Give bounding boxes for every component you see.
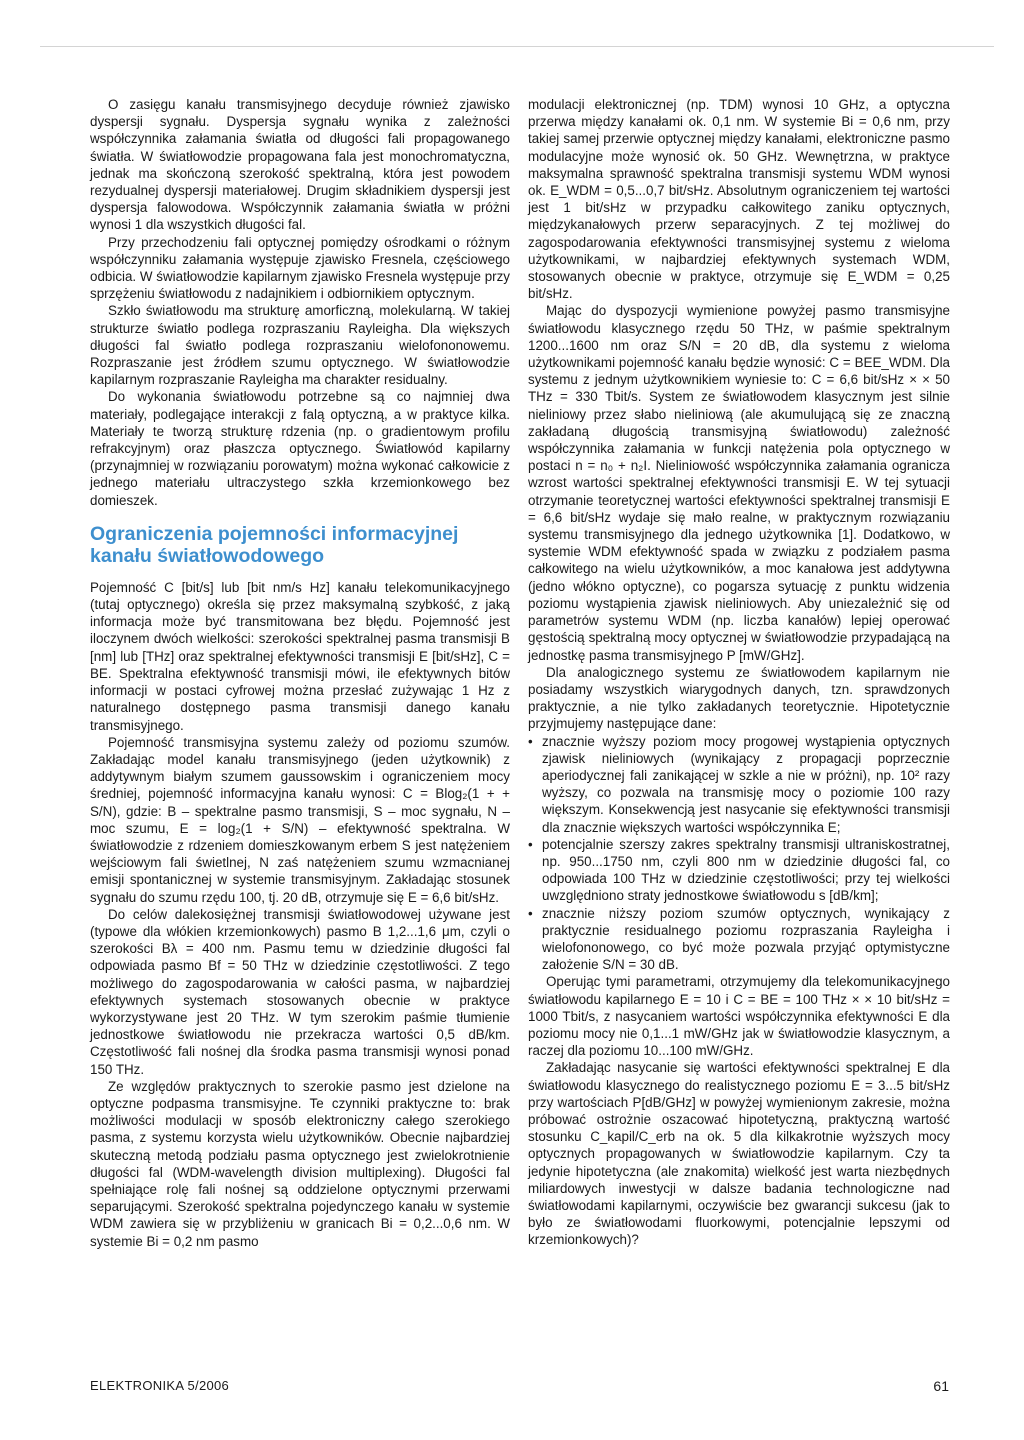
left-column (90, 96, 510, 1250)
top-rule (40, 46, 994, 47)
section-heading: Ograniczenia pojemności informacyjnej kanału światłowodowego (90, 522, 459, 567)
paragraph: Do celów dalekosiężnej transmisji światłowodowej używane jest (typowe dla włókien krzemionkowych) pasmo B 1,2...1,6 μm, czyli o szerokości Bλ = 400 nm. Pasmu temu w dziedzinie długości fal odpowiada pasmo Bf = 50 THz w dziedzinie częstotliwości. Z tego możliwego do zagospodarowania w całości pasma, w najbardziej efektywnych systemach stosowanych obecnie w praktyce wykorzystywane jest 20 THz. W tym szerokim paśmie tłumienie jednostkowe światłowodu nie przekracza wartości 0,5 dB/km. Częstotliwość fali nośnej dla środka pasma transmisji wynosi ponad 150 THz. (90, 906, 510, 1077)
right-column (528, 96, 950, 1249)
paragraph: Szkło światłowodu ma strukturę amorficzną, molekularną. W takiej strukturze światło podlega rozpraszaniu Rayleigha. Dla większych długości fal światło podlega rozpraszaniu wielofononowemu. Rozpraszanie jest źródłem szumu optycznego. W światłowodzie kapilarnym rozpraszanie Rayleigha ma charakter residualny. (90, 303, 510, 388)
paragraph: Przy przechodzeniu fali optycznej pomiędzy ośrodkami o różnym współczynniku załamania występuje zjawisko Fresnela, częściowego odbicia. W światłowodzie kapilarnym zjawisko Fresnela występuje przy sprzężeniu światłowodu z nadajnikiem i odbiornikiem optycznym. (90, 234, 510, 302)
page-number: 61 (933, 1378, 949, 1394)
paragraph: Dla analogicznego systemu ze światłowodem kapilarnym nie posiadamy wszystkich wiarygodnych danych, tzn. sprawdzonych praktycznie, a nie tylko zakładanych teoretycznie. Hipotetycznie przyjmujemy następujące dane: (528, 664, 950, 732)
paragraph: Operując tymi parametrami, otrzymujemy dla telekomunikacyjnego światłowodu kapilarnego E = 10 i C = BE = 100 THz × × 10 bit/sHz = 1000 Tbit/s, z nasycaniem wartości współczynnika efektywności E dla poziomu mocy nie 0,1...1 mW/GHz jak w światłowodzie klasycznym, a raczej dla poziomu 10...100 mW/GHz. (528, 974, 950, 1059)
paragraph: Ze względów praktycznych to szerokie pasmo jest dzielone na optyczne podpasma transmisyjne. Te czynniki praktyczne to: brak możliwości modulacji w sposób elektroniczny całego szerokiego pasma, z systemu korzysta wielu użytkowników. Obecnie najbardziej skuteczną metodą podziału pasma optycznego jest zwielokrotnienie długości fal (WDM-wavelength division multiplexing). Długości fal spełniające rolę fali nośnej są oddzielone optycznymi przerwami separującymi. Szerokość spektralna pojedynczego kanału w systemie WDM zawiera się w przybliżeniu w granicach Bi = 0,2...0,6 nm. W systemie Bi = 0,2 nm pasmo (90, 1078, 510, 1249)
paragraph: Pojemność transmisyjna systemu zależy od poziomu szumów. Zakładając model kanału transmisyjnego (jeden użytkownik) z addytywnym białym szumem gaussowskim i ograniczeniem mocy średniej, pojemność informacyjna kanału wynosi: C = Blog₂(1 + + S/N), gdzie: B – spektralne pasmo transmisji, S – moc sygnału, N – moc szumu, E = log₂(1 + S/N) – efektywność spektralna. W światłowodzie z rdzeniem domieszkowanym erbem S jest natężeniem wejściowym fali świetlnej, N zaś natężeniem szumu wzmacnianej emisji spontanicznej w systemie transmisyjnym. Zakładając stosunek sygnału do szumu rzędu 100, tj. 20 dB, otrzymuje się E = 6,6 bit/sHz. (90, 734, 510, 905)
paragraph: Do wykonania światłowodu potrzebne są co najmniej dwa materiały, podlegające interakcji z falą optyczną, a w praktyce kilka. Materiały te tworzą strukturę rdzenia (np. o gradientowym profilu refrakcyjnym) oraz płaszcza optycznego. Światłowód kapilarny (przynajmniej w rozwiązaniu porowatym) można wykonać całkowicie z jednego materiału ultraczystego szkła krzemionkowego bez domieszek. (90, 389, 510, 508)
paragraph: O zasięgu kanału transmisyjnego decyduje również zjawisko dyspersji sygnału. Dyspersja sygnału wynika z zależności współczynnika załamania światła od długości fali propagowanego światła. W światłowodzie propagowana fala jest monochromatyczna, jednak ma skończoną szerokość spektralną, która jest powodem rezydualnej dyspersji materiałowej. Drugim składnikiem dyspersji jest dyspersja falowodowa. Współczynnik załamania światła w próżni wynosi 1 dla wszystkich długości fal. (90, 97, 510, 233)
bullet-item: • znacznie wyższy poziom mocy progowej wystąpienia optycznych zjawisk nieliniowych (wynikający z propagacji poprzecznie aperiodycznej fali zanikającej w szkle a nie w próżni), np. 10² razy wyższy, co pozwala na transmisję mocy o poziomie 100 razy większym. Konsekwencją jest nasycanie się efektywności transmisji dla znacznie większych wartości współczynnika E; (528, 733, 950, 836)
paragraph: Pojemność C [bit/s] lub [bit nm/s Hz] kanału telekomunikacyjnego (tutaj optycznego) określa się przez maksymalną szybkość, z jaką informacja może być transmitowana bez błędu. Pojemność jest iloczynem dwóch wielkości: szerokości spektralnej pasma transmisji B [nm] lub [THz] oraz spektralnej efektywności transmisji E [bit/sHz], C = BE. Spektralna efektywność transmisji mówi, ile efektywnych bitów informacji w postaci cyfrowej można przesłać zużywając 1 Hz z naturalnego dostępnego pasma transmisji danego kanału transmisyjnego. (90, 579, 510, 733)
paragraph: Zakładając nasycanie się wartości efektywności spektralnej E dla światłowodu klasycznego do realistycznego poziomu E = 3...5 bit/sHz przy wartościach P[dB/GHz] w powyżej wymienionym zakresie, można próbować ostrożnie oszacować hipotetyczną, praktyczną wartość stosunku C_kapil/C_erb na ok. 5 dla kilkakrotnie wyższych mocy optycznych propagowanych w światłowodzie kapilarnym. Czy ta jedynie hipotetyczna (ale znakomita) wielkość jest warta niezbędnych miliardowych inwestycji w dalsze badania technologiczne nad światłowodami kapilarnymi, oczywiście bez gwarancji sukcesu (jak to było ze światłowodami fluorkowymi, potencjalnie lepszymi od krzemionkowych)? (528, 1060, 950, 1248)
paragraph: Mając do dyspozycji wymienione powyżej pasmo transmisyjne światłowodu klasycznego rzędu 50 THz, w paśmie spektralnym 1200...1600 nm oraz S/N = 20 dB, dla systemu z wieloma użytkownikami pojemność kanału będzie wynosić: C = BEE_WDM. Dla systemu z jednym użytkownikiem wyniesie to: C = 6,6 bit/sHz × × 50 THz = 330 Tbit/s. System ze światłowodem klasycznym jest silnie nieliniowy przez słabo nieliniową (ale akumulującą się ze znaczną zakładaną długością transmisyjną światłowodu) zależność współczynnika załamania w funkcji natężenia pola optycznego w postaci n = n₀ + n₂I. Nieliniowość współczynnika załamania ogranicza wzrost wartości spektralnej efektywności transmisji E. W tej sytuacji otrzymanie teoretycznej wartości efektywności spektralnej transmisji E = 6,6 bit/sHz wydaje się mało realne, w praktycznym rozwiązaniu systemu transmisyjnego dla jednego użytkownika [1]. Dodatkowo, w systemie WDM efektywność spada w związku z podziałem pasma całkowitego na wielu użytkowników, a moc kanałowa jest addytywna (jedno włókno optyczne), co pogarsza sytuację z punktu widzenia poziomu wystąpienia zjawisk nieliniowych. Aby uniezależnić się od parametrów systemu WDM (np. liczba kanałów) lepiej operować gęstością spektralną mocy optycznej w światłowodzie przypadającą na jednostkę pasma transmisyjnego P [mW/GHz]. (528, 303, 950, 663)
bullet-item: • znacznie niższy poziom szumów optycznych, wynikający z praktycznie residualnego poziomu rozpraszania Rayleigha i wielofononowego, co być może pozwala przyjąć optymistyczne założenie S/N = 30 dB. (528, 905, 950, 974)
journal-footer: ELEKTRONIKA 5/2006 (90, 1378, 230, 1393)
bullet-item: • potencjalnie szerszy zakres spektralny transmisji ultraniskostratnej, np. 950...1750 nm, czyli 800 nm w dziedzinie długości fal, co odpowiada 100 THz w dziedzinie częstotliwości; przy tej wielkości uwzględniono straty jednostkowe światłowodu s [dB/km]; (528, 836, 950, 905)
paragraph: modulacji elektronicznej (np. TDM) wynosi 10 GHz, a optyczna przerwa między kanałami ok. 0,1 nm. W systemie Bi = 0,6 nm, przy takiej samej przerwie optycznej między kanałami, elektroniczne pasmo modulacyjne może wynosić ok. 50 GHz. Wewnętrzna, w praktyce maksymalna sprawność spektralna transmisji systemu WDM wynosi ok. E_WDM = 0,5...0,7 bit/sHz. Absolutnym ograniczeniem tej wartości jest 1 bit/sHz w przypadku całkowitego zaniku optycznych, międzykanałowych przerw separacyjnych. Z tej możliwej do zagospodarowania efektywności transmisyjnej systemu z wieloma użytkownikami, w najbardziej efektywnych systemach WDM, stosowanych obecnie w praktyce, otrzymuje się E_WDM = 0,25 bit/sHz. (528, 97, 950, 302)
